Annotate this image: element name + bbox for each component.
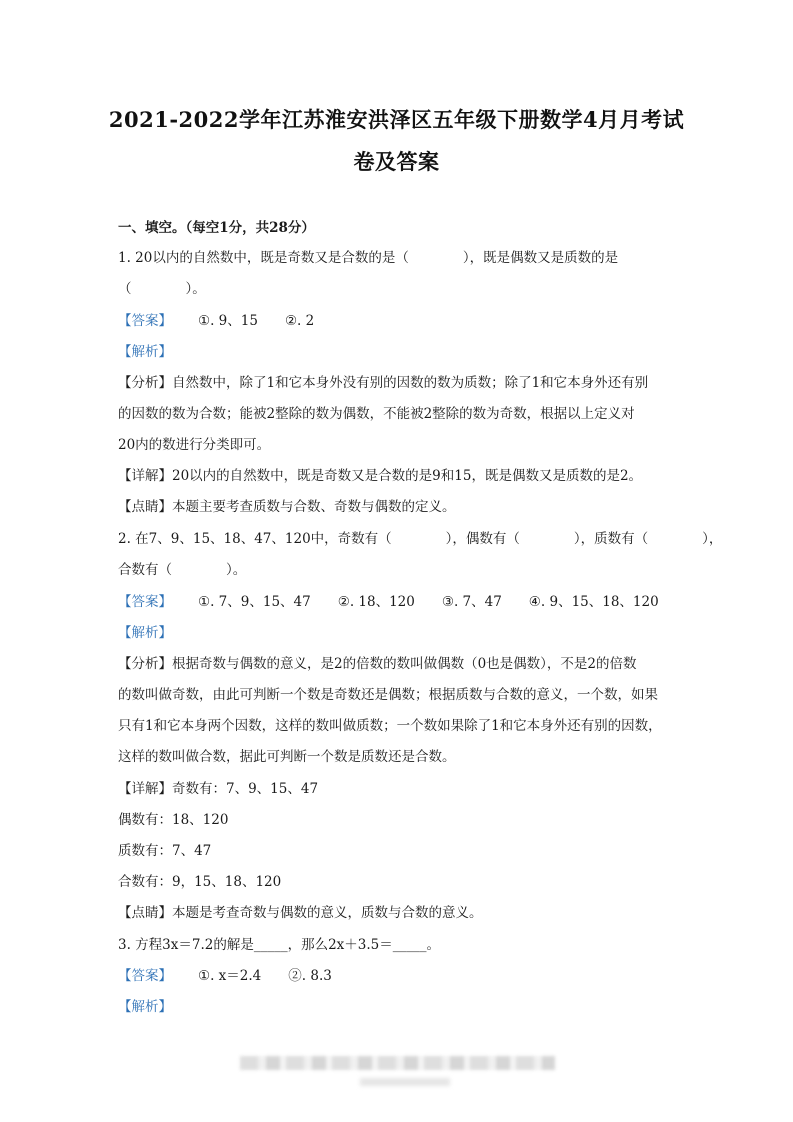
dianjing-tag: 【点睛】 [118,499,172,515]
q2-analysis-tag: 【解析】 [118,625,172,641]
q2-xiangjie-line-2: 偶数有：18、120 [118,812,229,828]
section-heading: 一、填空。（每空1分，共28分） [118,220,315,236]
q2-stem-line-2: 合数有（ ）。 [118,562,247,578]
q1-analysis-tag: 【解析】 [118,344,172,360]
blurred-footer-watermark [240,1056,555,1070]
blurred-footer-mark [360,1078,450,1086]
q1-xiangjie [118,466,678,486]
q2-answer [118,592,678,612]
q1-fenxi-line-1 [118,373,678,393]
document-title-line-2: 卷及答案 [353,149,440,174]
fenxi-tag: 【分析】 [118,656,172,672]
q2-fenxi-text-1: 根据奇数与偶数的意义，是2的倍数的数叫做偶数（0也是偶数），不是2的倍数 [172,656,637,672]
q2-xiangjie-text-1: 奇数有：7、9、15、47 [172,781,319,797]
q2-fenxi-line-4: 这样的数叫做合数，据此可判断一个数是质数还是合数。 [118,749,456,765]
q1-answer-text: ①. 9、15 ②. 2 [198,313,315,329]
q3-answer-text: ①. x＝2.4 ②. 8.3 [198,968,332,984]
q1-stem-line-2: （ ）。 [118,281,206,297]
q1-fenxi-text-1: 自然数中，除了1和它本身外没有别的因数的数为质数；除了1和它本身外还有别 [172,375,649,391]
q2-stem-line-1: 2. 在7、9、15、18、47、120中，奇数有（ ），偶数有（ ），质数有（ ）， [118,531,723,547]
answer-tag: 【答案】 [118,594,172,610]
xiangjie-tag: 【详解】 [118,781,172,797]
q3-answer [118,966,678,986]
q1-dianjing [118,497,678,517]
q1-stem-line-1: 1. 20以内的自然数中，既是奇数又是合数的是（ ），既是偶数又是质数的是 [118,250,619,266]
q2-xiangjie-line-1 [118,779,678,799]
document-title-line-1: 2021-2022学年江苏淮安洪泽区五年级下册数学4月月考试 [108,107,685,132]
answer-tag: 【答案】 [118,968,172,984]
q2-dianjing [118,903,678,923]
xiangjie-tag: 【详解】 [118,468,172,484]
fenxi-tag: 【分析】 [118,375,172,391]
q1-xiangjie-text: 20以内的自然数中，既是奇数又是合数的是9和15，既是偶数又是质数的是2。 [172,468,643,484]
q3-analysis-tag: 【解析】 [118,999,172,1015]
q2-fenxi-line-2: 的数叫做奇数，由此可判断一个数是奇数还是偶数；根据质数与合数的意义，一个数，如果 [118,687,658,703]
q2-fenxi-line-3: 只有1和它本身两个因数，这样的数叫做质数；一个数如果除了1和它本身外还有别的因数， [118,718,662,734]
q1-fenxi-line-3: 20内的数进行分类即可。 [118,437,271,453]
q2-xiangjie-line-4: 合数有：9，15、18、120 [118,874,282,890]
q1-answer [118,311,678,331]
q2-xiangjie-line-3: 质数有：7、47 [118,843,212,859]
q2-fenxi-line-1 [118,654,678,674]
q1-fenxi-line-2: 的因数的数为合数；能被2整除的数为偶数，不能被2整除的数为奇数，根据以上定义对 [118,406,635,422]
answer-tag: 【答案】 [118,313,172,329]
q3-stem: 3. 方程3x＝7.2的解是_____，那么2x＋3.5＝_____。 [118,937,441,953]
q2-answer-text: ①. 7、9、15、47 ②. 18、120 ③. 7、47 ④. 9、15、18、120 [198,594,659,610]
q1-dianjing-text: 本题主要考查质数与合数、奇数与偶数的定义。 [172,499,456,515]
dianjing-tag: 【点睛】 [118,905,172,921]
q2-dianjing-text: 本题是考查奇数与偶数的意义，质数与合数的意义。 [172,905,483,921]
